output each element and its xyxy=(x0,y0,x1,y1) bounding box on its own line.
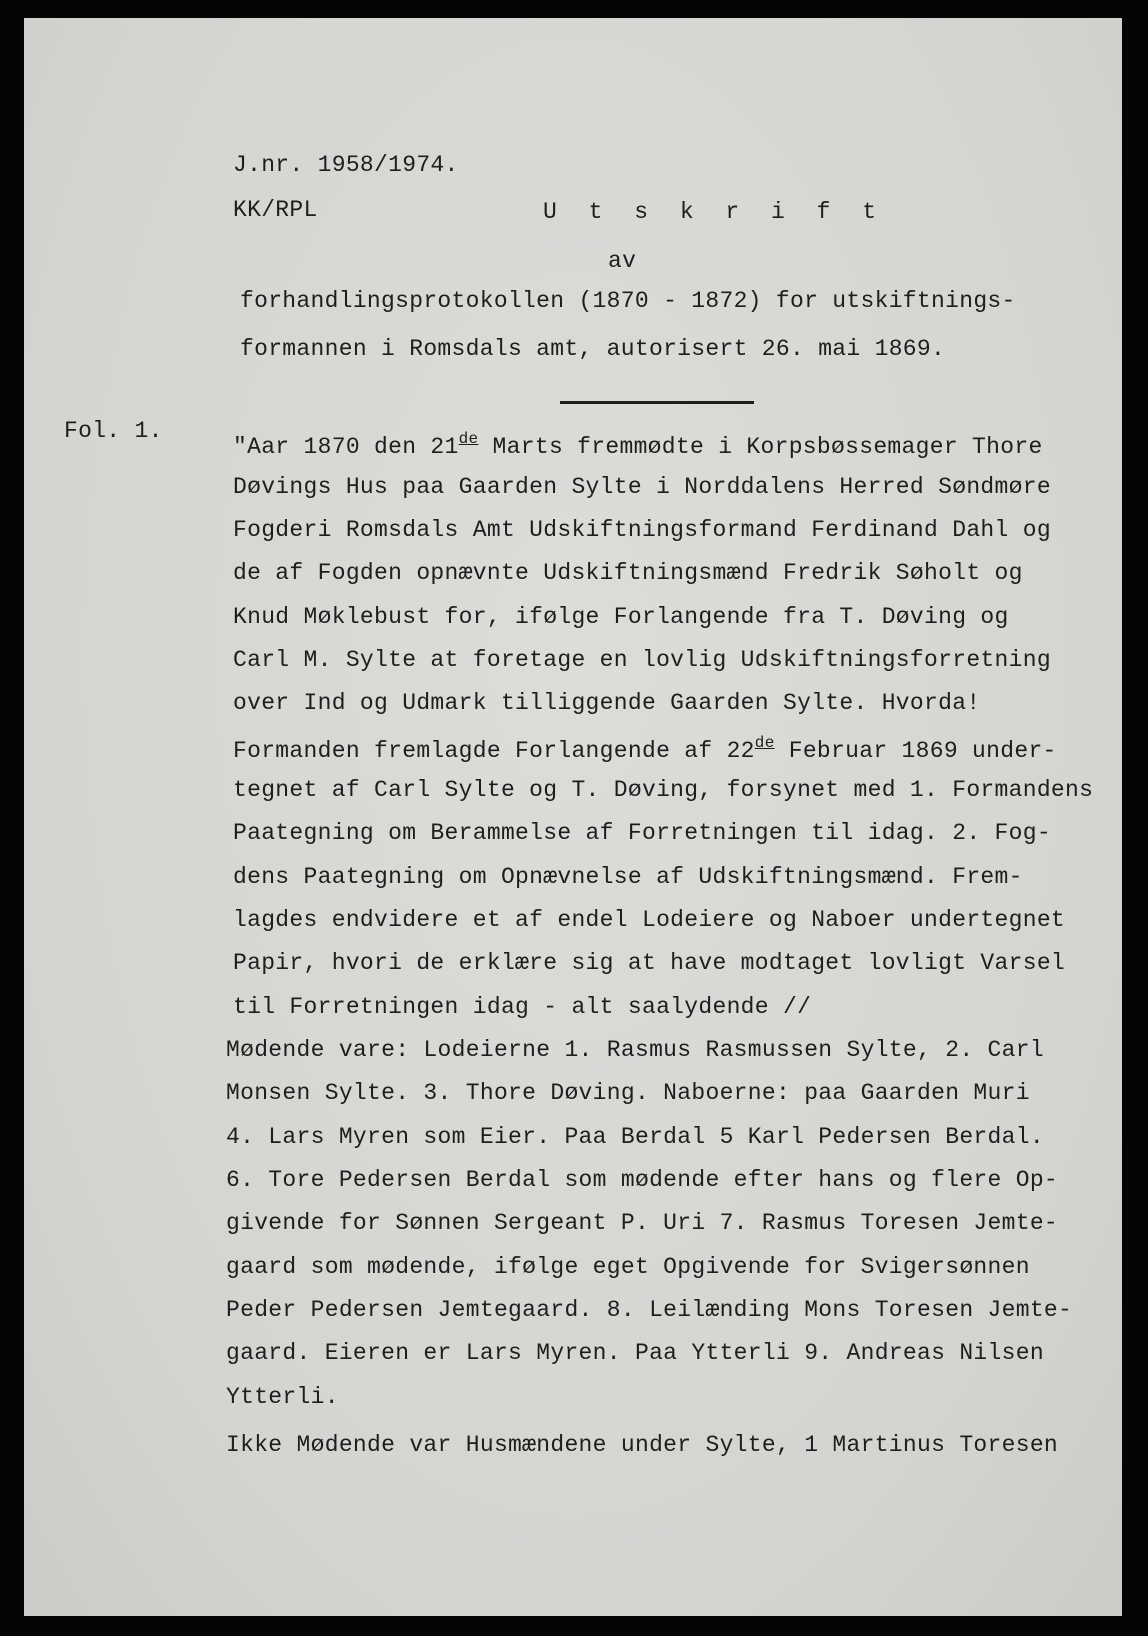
body-line: Paategning om Berammelse af Forretningen til idag. 2. Fog- xyxy=(233,820,1051,846)
document-title: U t s k r i f t xyxy=(543,199,886,225)
subtitle-line-2: formannen i Romsdals amt, autorisert 26. mai 1869. xyxy=(240,336,946,362)
folio-note: Fol. 1. xyxy=(64,418,163,444)
body-line: Knud Møklebust for, ifølge Forlangende fra T. Døving og xyxy=(233,604,1009,630)
body-line: Monsen Sylte. 3. Thore Døving. Naboerne: paa Gaarden Muri xyxy=(226,1080,1030,1106)
body-line: over Ind og Udmark tilliggende Gaarden Sylte. Hvorda! xyxy=(233,690,981,716)
body-line: Døvings Hus paa Gaarden Sylte i Norddalens Herred Søndmøre xyxy=(233,474,1051,500)
body-line: tegnet af Carl Sylte og T. Døving, forsynet med 1. Formandens xyxy=(233,777,1094,803)
document-page xyxy=(24,18,1122,1616)
body-line: Carl M. Sylte at foretage en lovlig Udskiftningsforretning xyxy=(233,647,1051,673)
body-line: "Aar 1870 den 21de Marts fremmødte i Korpsbøssemager Thore xyxy=(233,430,1043,460)
body-line: givende for Sønnen Sergeant P. Uri 7. Rasmus Toresen Jemte- xyxy=(226,1210,1059,1236)
body-line: Formanden fremlagde Forlangende af 22de Februar 1869 under- xyxy=(233,734,1057,764)
body-line: Papir, hvori de erklære sig at have modtaget lovligt Varsel xyxy=(233,950,1066,976)
body-line: gaard som mødende, ifølge eget Opgivende for Svigersønnen xyxy=(226,1254,1030,1280)
body-line: Ytterli. xyxy=(226,1384,339,1410)
body-line: Ikke Mødende var Husmændene under Sylte, 1 Martinus Toresen xyxy=(226,1432,1059,1458)
body-line: lagdes endvidere et af endel Lodeiere og Naboer undertegnet xyxy=(233,907,1066,933)
journal-number: J.nr. 1958/1974. xyxy=(233,152,459,178)
title-divider xyxy=(560,401,754,404)
body-line: Mødende vare: Lodeierne 1. Rasmus Rasmussen Sylte, 2. Carl xyxy=(226,1037,1044,1063)
body-line: dens Paategning om Opnævnelse af Udskiftningsmænd. Frem- xyxy=(233,864,1023,890)
body-line: til Forretningen idag - alt saalydende // xyxy=(233,994,812,1020)
body-line: 6. Tore Pedersen Berdal som mødende efter hans og flere Op- xyxy=(226,1167,1059,1193)
body-line: Peder Pedersen Jemtegaard. 8. Leilænding Mons Toresen Jemte- xyxy=(226,1297,1073,1323)
title-av: av xyxy=(608,248,637,274)
body-line: gaard. Eieren er Lars Myren. Paa Ytterli 9. Andreas Nilsen xyxy=(226,1340,1044,1366)
subtitle-line-1: forhandlingsprotokollen (1870 - 1872) for utskiftnings- xyxy=(240,288,1016,314)
body-line: 4. Lars Myren som Eier. Paa Berdal 5 Karl Pedersen Berdal. xyxy=(226,1124,1044,1150)
body-line: Fogderi Romsdals Amt Udskiftningsformand Ferdinand Dahl og xyxy=(233,517,1051,543)
body-line: de af Fogden opnævnte Udskiftningsmænd Fredrik Søholt og xyxy=(233,560,1023,586)
initials: KK/RPL xyxy=(233,197,318,223)
